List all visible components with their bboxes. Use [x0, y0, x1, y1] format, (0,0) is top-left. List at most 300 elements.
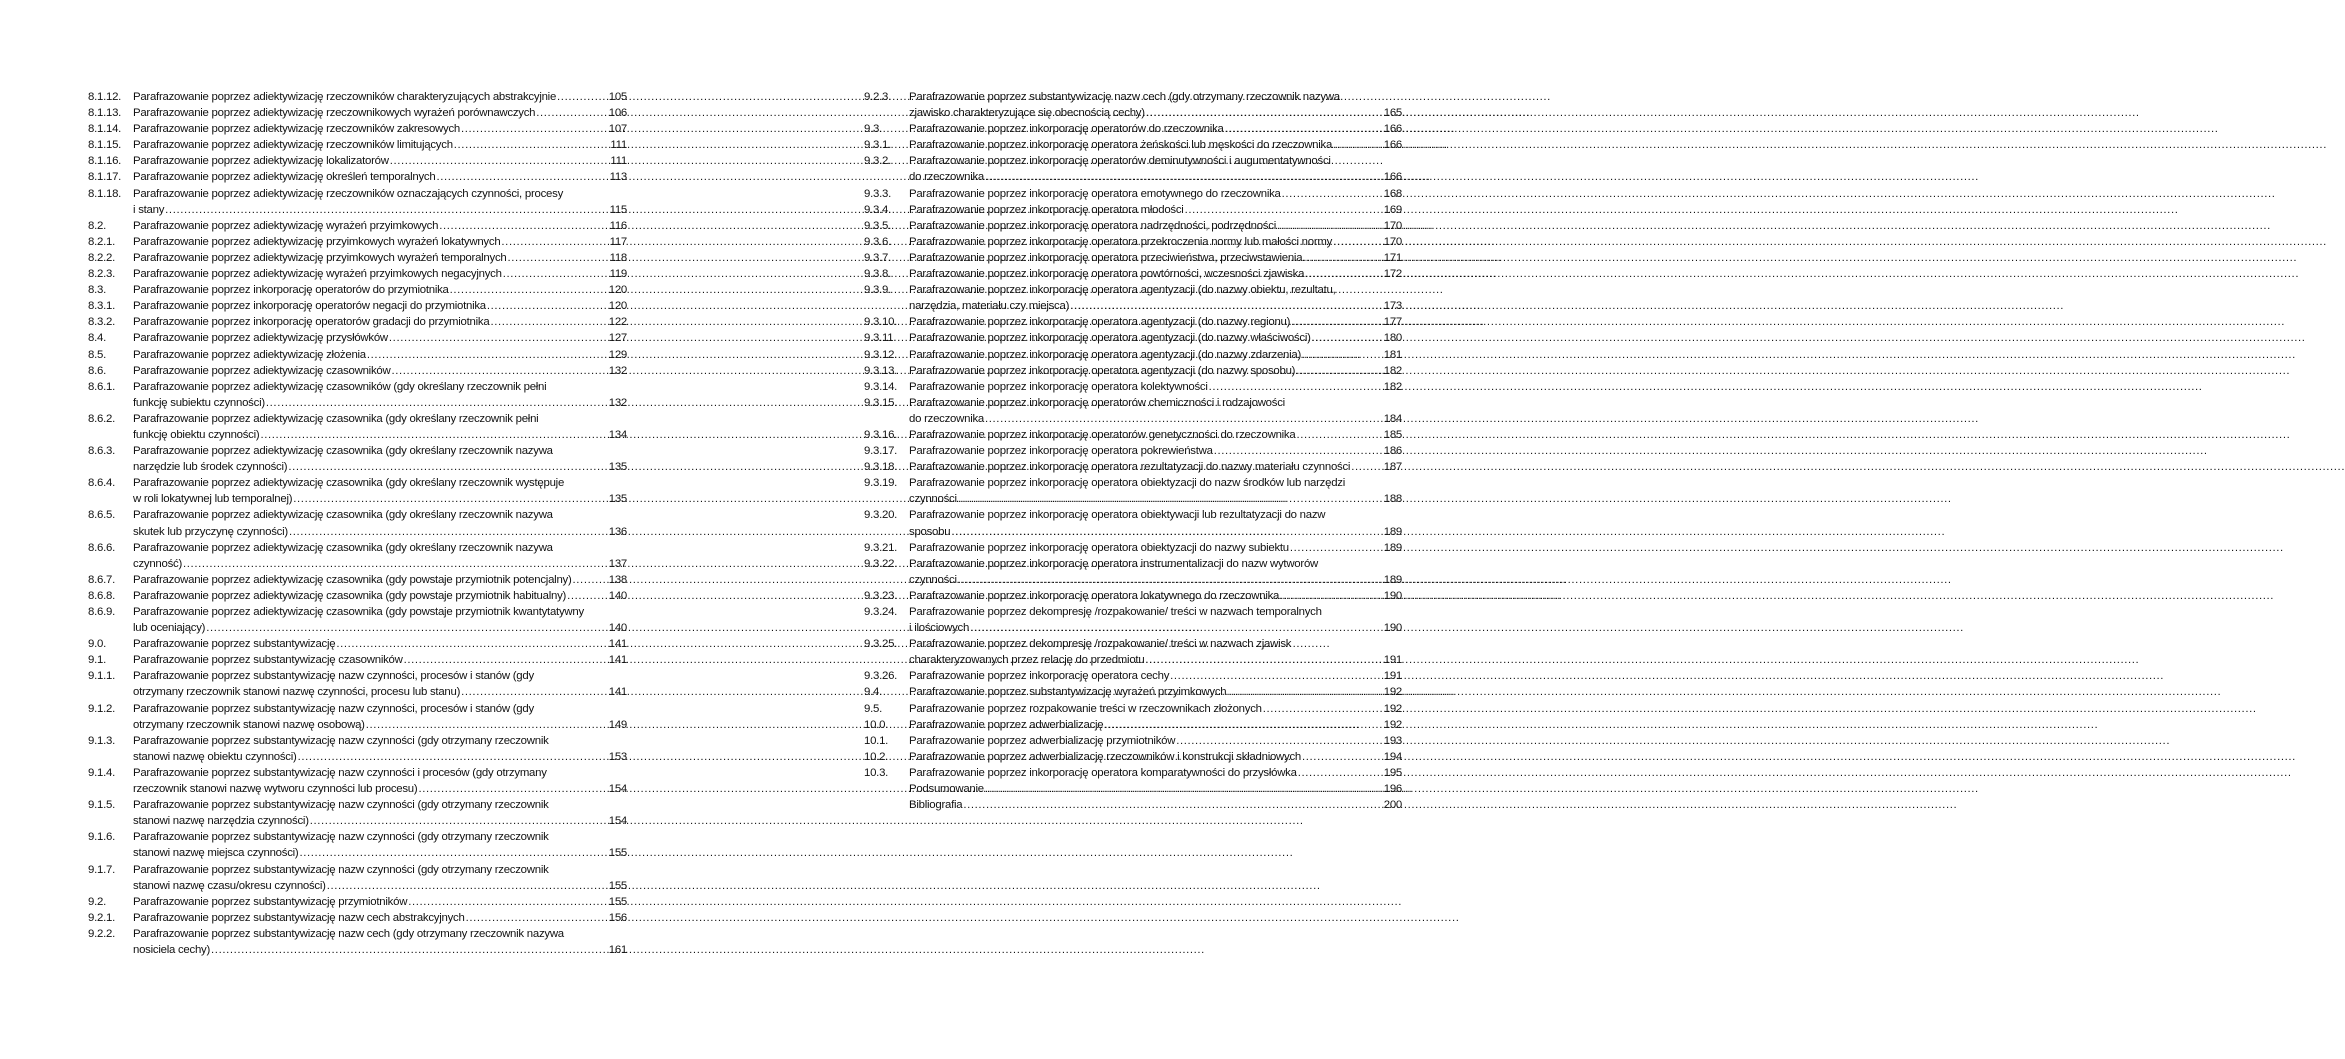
toc-entry-title-line: Parafrazowanie poprzez inkorporację operatora nadrzędności, podrzędności — [909, 219, 1276, 232]
toc-entry-title-line: czynność) — [133, 557, 183, 570]
toc-entry-body — [133, 926, 627, 958]
toc-entry — [864, 701, 1402, 717]
toc-entry-number: 9.4. — [864, 686, 882, 699]
toc-entry-title-line: Parafrazowanie poprzez adiektywizację czasownika (gdy określany rzeczownik nazywa — [133, 541, 553, 554]
dot-leader — [1263, 701, 1383, 717]
toc-entry-number: 9.3.10. — [864, 316, 898, 329]
toc-entry — [864, 379, 1402, 395]
toc-entry-page: 169 — [1383, 203, 1402, 216]
toc-entry-number: 9.1.4. — [88, 766, 115, 779]
toc-entry-title-line: Parafrazowanie poprzez inkorporację operatorów chemiczności i rodzajowości — [909, 396, 1285, 409]
toc-entry-leader-line — [133, 652, 627, 668]
toc-entry-page: 119 — [609, 268, 627, 281]
toc-entry-page: 171 — [1383, 251, 1402, 264]
toc-entry-number: 8.2.2. — [88, 251, 115, 264]
toc-entry — [864, 781, 1402, 797]
toc-entry-number: 9.0. — [88, 638, 106, 651]
toc-entry — [88, 153, 627, 169]
toc-entry-body — [133, 862, 627, 894]
toc-entry-number: 9.3.9. — [864, 284, 891, 297]
toc-entry-title-line: stanowi nazwę miejsca czynności) — [133, 847, 299, 860]
toc-entry-body — [133, 314, 627, 330]
toc-entry — [88, 250, 627, 266]
toc-entry-body — [133, 298, 627, 314]
toc-entry — [864, 153, 1402, 185]
toc-entry-page: 189 — [1383, 525, 1402, 538]
toc-entry — [88, 636, 627, 652]
toc-entry — [88, 652, 627, 668]
toc-entry-body — [909, 137, 1402, 153]
toc-entry-page: 161 — [608, 943, 627, 956]
toc-entry-title-line: i stany — [133, 203, 165, 216]
toc-entry — [864, 89, 1402, 121]
toc-entry-number: 9.1.5. — [88, 799, 115, 812]
toc-entry-page: 191 — [1383, 670, 1402, 683]
toc-entry — [88, 363, 627, 379]
toc-entry-title-line: Parafrazowanie poprzez inkorporację operatorów do przymiotnika — [133, 284, 449, 297]
toc-entry-page: 106 — [608, 107, 627, 120]
toc-entry-title-line: Parafrazowanie poprzez adiektywizację lokalizatorów — [133, 155, 389, 168]
toc-entry-title-line: Parafrazowanie poprzez adiektywizację przyimkowych wyrażeń temporalnych — [133, 251, 507, 264]
toc-entry-body — [133, 733, 627, 765]
toc-entry-number: 9.2.3. — [864, 91, 891, 103]
toc-entry-number: 9.3.25. — [864, 638, 898, 651]
dot-leader — [1312, 330, 1383, 346]
toc-entry-number: 8.1.16. — [88, 155, 122, 168]
toc-entry-page: 111 — [610, 139, 627, 152]
dot-leader — [1227, 684, 1382, 700]
toc-entry-title-line: Parafrazowanie poprzez adiektywizację czasownika (gdy określany rzeczownik występuje — [133, 477, 565, 490]
toc-entry-number: 9.3.15. — [864, 396, 898, 409]
toc-entry-number: 8.3. — [88, 284, 106, 297]
toc-entry-body — [909, 427, 1402, 443]
toc-entry-body — [909, 282, 1402, 314]
toc-entry-title-line: zjawisko charakteryzujące się obecnością cechy) — [909, 107, 1145, 120]
dot-leader — [557, 89, 608, 105]
toc-entry-body — [133, 475, 627, 507]
toc-entry — [88, 234, 627, 250]
toc-entry-leader-line — [133, 250, 627, 266]
toc-entry-number: 9.3.13. — [864, 364, 898, 377]
toc-entry-number: 9.3.8. — [864, 268, 891, 281]
toc-entry-title-line: Parafrazowanie poprzez substantywizację czasowników — [133, 654, 403, 667]
toc-entry-page: 182 — [1383, 364, 1402, 377]
toc-entry-title-line: Parafrazowanie poprzez adiektywizację czasownika (gdy określany rzeczownik nazywa — [133, 445, 553, 458]
toc-entry-title-line: Parafrazowanie poprzez substantywizację nazw cech (gdy otrzymany rzeczownik nazywa — [133, 927, 564, 940]
toc-entry-page: 153 — [608, 750, 627, 763]
toc-entry-title-line: Parafrazowanie poprzez adiektywizację czasownika (gdy określany rzeczownik pełni — [133, 412, 539, 425]
toc-entry-title-line: Parafrazowanie poprzez inkorporację operatora żeńskości lub męskości do rzeczownika — [909, 139, 1333, 152]
toc-entry-title-line: Parafrazowanie poprzez substantywizację wyrażeń przyimkowych — [909, 686, 1227, 699]
toc-entry-title-line: Parafrazowanie poprzez inkorporację operatora komparatywności do przysłówka — [909, 766, 1297, 779]
toc-entry-title-line: Parafrazowanie poprzez inkorporację operatora przekroczenia normy lub małości normy — [909, 235, 1333, 248]
toc-entry-page: 185 — [1383, 428, 1402, 441]
toc-entry-body — [133, 121, 627, 137]
toc-entry-leader-line — [133, 588, 627, 604]
toc-entry-page: 200 — [1383, 799, 1402, 812]
toc-entry-number: 9.3.3. — [864, 187, 891, 200]
toc-entry-number: 9.3.22. — [864, 557, 898, 570]
toc-entry — [864, 588, 1402, 604]
toc-entry — [864, 717, 1402, 733]
toc-entry-title-line: Parafrazowanie poprzez inkorporację operatorów genetyczności do rzeczownika — [909, 428, 1296, 441]
toc-entry-page: 192 — [1383, 686, 1402, 699]
dot-leader — [336, 636, 607, 652]
dot-leader — [963, 797, 1382, 813]
toc-entry-page: 132 — [608, 364, 627, 377]
dot-leader — [1290, 540, 1383, 556]
toc-entry-leader-line — [133, 459, 627, 475]
toc-entry — [864, 347, 1402, 363]
dot-leader — [1145, 652, 1382, 668]
toc-entry-leader-line — [133, 636, 627, 652]
toc-entry-number: 9.3.1. — [864, 139, 891, 152]
toc-entry-number: 8.6.1. — [88, 380, 115, 393]
toc-entry — [88, 572, 627, 588]
toc-entry — [88, 186, 627, 218]
toc-entry-leader-line — [133, 234, 627, 250]
toc-entry-body — [909, 121, 1402, 137]
toc-entry-title-line: Parafrazowanie poprzez adiektywizację przysłówków — [133, 332, 388, 345]
toc-entry — [88, 105, 627, 121]
toc-entry-body — [909, 765, 1402, 781]
toc-entry-page: 141 — [608, 654, 627, 667]
toc-entry-page: 155 — [608, 847, 627, 860]
toc-entry-body — [133, 347, 627, 363]
toc-entry-leader-line — [909, 797, 1402, 813]
toc-entry — [864, 797, 1402, 813]
toc-entry-page: 134 — [608, 428, 627, 441]
toc-entry-body — [909, 668, 1402, 684]
toc-entry-number: 8.5. — [88, 348, 106, 361]
toc-entry-title-line: Parafrazowanie poprzez substantywizację nazw czynności (gdy otrzymany rzeczownik — [133, 831, 549, 844]
toc-entry-body — [909, 250, 1402, 266]
toc-entry-title-line: Parafrazowanie poprzez inkorporację operatora kolektywności — [909, 380, 1208, 393]
toc-entry-number: 9.5. — [864, 702, 882, 715]
toc-entry-leader-line — [909, 781, 1402, 797]
toc-entry-title-line: Parafrazowanie poprzez adiektywizację czasowników (gdy określany rzeczownik pełni — [133, 380, 547, 393]
toc-entry-page: 188 — [1383, 493, 1402, 506]
toc-entry-title-line: rzeczownik stanowi nazwę wytworu czynności lub procesu) — [133, 783, 418, 796]
toc-entry-leader-line — [909, 411, 1402, 427]
toc-entry-number: 8.1.13. — [88, 107, 122, 120]
dot-leader — [985, 411, 1383, 427]
toc-entry-page: 117 — [609, 235, 627, 248]
toc-entry-leader-line — [133, 298, 627, 314]
toc-entry-number: 9.3.11. — [864, 332, 897, 345]
toc-entry-page: 166 — [1383, 171, 1402, 184]
toc-entry — [88, 137, 627, 153]
dot-leader — [1303, 250, 1382, 266]
toc-entry-body — [133, 668, 627, 700]
toc-entry-number: 8.6.5. — [88, 509, 115, 522]
toc-entry-title-line: Parafrazowanie poprzez inkorporację operatora cechy — [909, 670, 1170, 683]
toc-entry — [88, 314, 627, 330]
toc-entry — [88, 266, 627, 282]
dot-leader — [508, 250, 609, 266]
toc-entry-title-line: Parafrazowanie poprzez inkorporację operatorów do rzeczownika — [909, 123, 1224, 136]
toc-entry-title-line: Parafrazowanie poprzez dekompresję /rozpakowanie/ treści w nazwach temporalnych — [909, 606, 1322, 618]
toc-entry-number: 9.3.18. — [864, 461, 898, 474]
toc-entry-title-line: Parafrazowanie poprzez substantywizację nazw czynności, procesów i stanów (gdy — [133, 670, 534, 683]
dot-leader — [1296, 427, 1382, 443]
dot-leader — [573, 572, 608, 588]
dot-leader — [436, 169, 608, 185]
toc-entry-number: 9.3. — [864, 123, 882, 136]
toc-entry-leader-line — [133, 491, 627, 507]
toc-entry-leader-line — [133, 395, 627, 411]
toc-entry-body — [909, 379, 1402, 395]
toc-entry-body — [133, 250, 627, 266]
dot-leader — [1214, 443, 1383, 459]
toc-entry-leader-line — [133, 137, 627, 153]
toc-entry-leader-line — [133, 717, 627, 733]
toc-entry-leader-line — [909, 491, 1402, 507]
toc-entry-leader-line — [133, 266, 627, 282]
toc-entry-title-line: Parafrazowanie poprzez substantywizację — [133, 638, 336, 651]
toc-entry-leader-line — [909, 749, 1402, 765]
toc-entry-body — [909, 347, 1402, 363]
toc-entry — [864, 459, 1402, 475]
toc-entry-leader-line — [909, 266, 1402, 282]
toc-entry — [864, 443, 1402, 459]
toc-entry-page: 187 — [1383, 461, 1402, 474]
toc-entry-body — [133, 282, 627, 298]
toc-entry — [864, 395, 1402, 427]
toc-entry-title-line: Parafrazowanie poprzez adiektywizację czasownika (gdy powstaje przymiotnik potencjalny) — [133, 573, 572, 586]
toc-entry-title-line: Parafrazowanie poprzez inkorporację operatora pokrewieństwa — [909, 445, 1213, 458]
toc-entry-title-line: Parafrazowanie poprzez adiektywizację wyrażeń przyimkowych negacyjnych — [133, 268, 502, 281]
dot-leader — [310, 813, 608, 829]
toc-entry-title-line: Parafrazowanie poprzez inkorporację operatora obiektyzacji do nazw środków lub narzędzi — [909, 477, 1346, 490]
dot-leader — [1170, 668, 1383, 684]
toc-entry-leader-line — [909, 202, 1402, 218]
dot-leader — [389, 330, 608, 346]
dot-leader — [970, 620, 1383, 636]
toc-entry-number: 10.0. — [864, 718, 889, 731]
toc-entry-leader-line — [909, 684, 1402, 700]
toc-entry-leader-line — [133, 781, 627, 797]
toc-entry-title-line: Parafrazowanie poprzez substantywizację nazw czynności (gdy otrzymany rzeczownik — [133, 734, 549, 747]
toc-entry-page: 155 — [608, 895, 627, 908]
toc-entry-page: 141 — [608, 686, 627, 699]
toc-entry-number: 10.1. — [864, 734, 889, 747]
toc-entry-body — [133, 169, 627, 185]
toc-entry-page: 165 — [1383, 107, 1402, 120]
toc-entry-leader-line — [909, 234, 1402, 250]
toc-entry-body — [133, 266, 627, 282]
toc-entry-leader-line — [133, 218, 627, 234]
toc-entry-leader-line — [909, 347, 1402, 363]
toc-entry-number: 9.3.16. — [864, 428, 898, 441]
toc-entry-number: 9.3.21. — [864, 541, 898, 554]
toc-entry — [864, 121, 1402, 137]
toc-entry-page: 177 — [1383, 316, 1402, 329]
toc-entry-leader-line — [909, 137, 1402, 153]
toc-entry-title-line: nosiciela cechy) — [133, 943, 211, 956]
toc-entry-body — [133, 652, 627, 668]
dot-leader — [461, 684, 608, 700]
toc-entry-number — [864, 797, 909, 813]
toc-entry-number: 9.3.7. — [864, 251, 891, 264]
toc-entry-number: 9.3.5. — [864, 219, 891, 232]
toc-entry-title-line: Parafrazowanie poprzez substantywizację nazw czynności (gdy otrzymany rzeczownik — [133, 863, 549, 876]
dot-leader — [404, 652, 608, 668]
toc-entry-number: 9.3.17. — [864, 445, 898, 458]
toc-entry-title-line: Parafrazowanie poprzez inkorporację operatorów negacji do przymiotnika — [133, 300, 486, 313]
toc-entry-title-line: funkcję obiektu czynności) — [133, 428, 260, 441]
dot-leader — [503, 266, 609, 282]
toc-entry-body — [133, 910, 627, 926]
toc-entry-body — [133, 894, 627, 910]
toc-entry-title-line: Parafrazowanie poprzez adiektywizację rzeczownikowych wyrażeń porównawczych — [133, 107, 536, 120]
toc-entry-title-line: Parafrazowanie poprzez adwerbializację przymiotników — [909, 734, 1176, 747]
toc-entry — [88, 894, 627, 910]
toc-entry-page: 189 — [1383, 573, 1402, 586]
toc-entry — [88, 475, 627, 507]
toc-entry-number: 8.6.3. — [88, 445, 115, 458]
toc-entry-body — [909, 330, 1402, 346]
toc-entry-body — [909, 363, 1402, 379]
dot-leader — [1176, 733, 1383, 749]
toc-entry — [88, 411, 627, 443]
toc-entry-body — [133, 636, 627, 652]
toc-entry-page: 181 — [1383, 348, 1402, 361]
toc-entry-number: 8.2.1. — [88, 235, 115, 248]
dot-leader — [367, 347, 608, 363]
toc-entry — [88, 829, 627, 861]
toc-entry-title-line: Parafrazowanie poprzez substantywizację nazw cech abstrakcyjnych — [133, 911, 465, 924]
toc-entry-leader-line — [909, 250, 1402, 266]
dot-leader — [951, 524, 1382, 540]
toc-entry-body — [909, 684, 1402, 700]
toc-entry-page: 137 — [608, 557, 627, 570]
toc-entry-number: 8.2. — [88, 219, 106, 232]
dot-leader — [1070, 298, 1383, 314]
toc-entry — [88, 89, 627, 105]
toc-entry-page: 113 — [609, 171, 627, 184]
dot-leader — [1298, 765, 1383, 781]
toc-entry — [88, 668, 627, 700]
toc-entry-title-line: Parafrazowanie poprzez adiektywizację złożenia — [133, 348, 366, 361]
dot-leader — [1333, 234, 1383, 250]
toc-entry-title-line: Parafrazowanie poprzez adwerbializację — [909, 718, 1104, 731]
toc-entry-title-line: Parafrazowanie poprzez adiektywizację przyimkowych wyrażeń lokatywnych — [133, 235, 501, 248]
toc-entry-body — [909, 218, 1402, 234]
toc-entry-leader-line — [909, 379, 1402, 395]
dot-leader — [1305, 266, 1383, 282]
dot-leader — [958, 572, 1383, 588]
toc-entry-leader-line — [909, 169, 1402, 185]
toc-entry-body — [909, 781, 1402, 797]
toc-entry — [88, 443, 627, 475]
toc-entry-number: 9.3.6. — [864, 235, 891, 248]
toc-entry-number: 10.2. — [864, 750, 889, 763]
toc-column-left — [88, 89, 627, 958]
toc-entry-body — [133, 829, 627, 861]
toc-entry-leader-line — [909, 524, 1402, 540]
dot-leader — [418, 781, 607, 797]
toc-entry-leader-line — [133, 878, 627, 894]
toc-entry-body — [133, 443, 627, 475]
toc-entry-number: 9.1.6. — [88, 831, 115, 844]
toc-entry-title-line: Parafrazowanie poprzez inkorporację operatora powtórności, wczesności zjawiska — [909, 268, 1305, 281]
toc-entry-number: 8.6.4. — [88, 477, 115, 490]
toc-entry-title-line: Parafrazowanie poprzez inkorporację operatora obiektyzacji do nazwy subiektu — [909, 541, 1289, 554]
toc-entry-number: 9.3.20. — [864, 509, 898, 522]
dot-leader — [450, 282, 608, 298]
toc-entry-leader-line — [133, 169, 627, 185]
toc-entry-number: 9.1.2. — [88, 702, 115, 715]
toc-entry-body — [133, 701, 627, 733]
toc-entry-number: 8.1.17. — [88, 171, 122, 184]
toc-entry-page: 149 — [608, 718, 627, 731]
toc-entry-number: 8.6. — [88, 364, 106, 377]
toc-entry — [864, 234, 1402, 250]
toc-entry-page: 111 — [610, 155, 627, 168]
toc-entry-leader-line — [909, 314, 1402, 330]
toc-entry-leader-line — [133, 942, 627, 958]
toc-entry — [864, 314, 1402, 330]
toc-entry-page: 122 — [608, 316, 627, 329]
toc-entry-page: 196 — [1383, 783, 1402, 796]
toc-entry-page: 120 — [608, 284, 627, 297]
toc-entry — [864, 765, 1402, 781]
toc-entry-page: 194 — [1383, 750, 1402, 763]
dot-leader — [289, 524, 608, 540]
toc-entry-title-line: Parafrazowanie poprzez inkorporację operatora emotywnego do rzeczownika — [909, 187, 1281, 200]
toc-entry — [88, 604, 627, 636]
dot-leader — [1280, 588, 1383, 604]
dot-leader — [487, 298, 608, 314]
toc-entry — [88, 862, 627, 894]
toc-entry — [88, 926, 627, 958]
dot-leader — [1185, 202, 1383, 218]
toc-entry-page: 120 — [608, 300, 627, 313]
toc-entry-number: 8.6.9. — [88, 606, 115, 618]
toc-entry — [88, 218, 627, 234]
toc-entry-title-line: Parafrazowanie poprzez adiektywizację czasowników — [133, 364, 391, 377]
toc-entry-number: 9.3.23. — [864, 589, 898, 602]
toc-entry-leader-line — [133, 314, 627, 330]
toc-entry-title-line: Parafrazowanie poprzez inkorporację operatora rezultatyzacji do nazwy materiału czynności — [909, 461, 1351, 474]
toc-entry-body — [133, 89, 627, 105]
toc-entry-leader-line — [909, 701, 1402, 717]
toc-entry-body — [909, 234, 1402, 250]
toc-entry — [88, 379, 627, 411]
toc-entry — [864, 202, 1402, 218]
toc-entry-leader-line — [133, 910, 627, 926]
toc-entry-body — [909, 701, 1402, 717]
dot-leader — [260, 427, 607, 443]
toc-entry-title-line: lub oceniający) — [133, 622, 206, 635]
toc-entry-title-line: i ilościowych — [909, 622, 970, 635]
dot-leader — [490, 314, 607, 330]
toc-entry-body — [133, 379, 627, 411]
toc-entry-page: 190 — [1383, 622, 1402, 635]
toc-entry-leader-line — [133, 894, 627, 910]
toc-entry-page: 115 — [609, 203, 627, 216]
toc-entry-page: 127 — [608, 332, 627, 345]
toc-entry-number: 8.6.7. — [88, 573, 115, 586]
toc-entry-page: 141 — [608, 638, 627, 651]
toc-entry-number: 8.6.6. — [88, 541, 115, 554]
toc-entry-title-line: Parafrazowanie poprzez substantywizację nazw czynności i procesów (gdy otrzymany — [133, 766, 547, 779]
toc-entry-title-line: narzędzie lub środek czynności) — [133, 461, 288, 474]
dot-leader — [366, 717, 608, 733]
dot-leader — [1302, 749, 1383, 765]
toc-entry-leader-line — [909, 733, 1402, 749]
